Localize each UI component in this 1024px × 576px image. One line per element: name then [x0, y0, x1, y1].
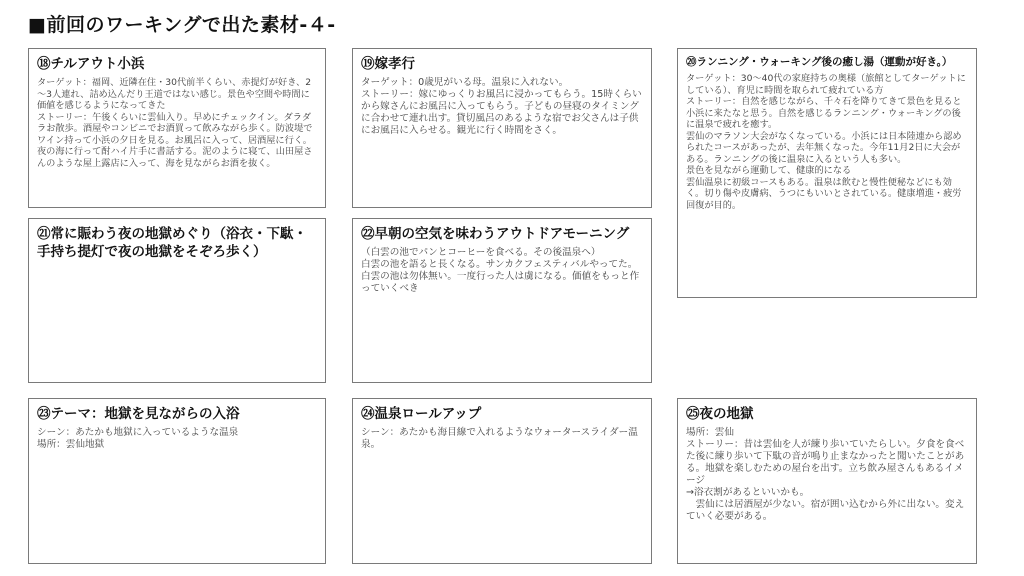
- card-title: ㉕夜の地獄: [686, 406, 754, 422]
- card-19-yome-koko: [352, 48, 652, 208]
- card-body: ターゲット：30～40代の家庭持ちの奥様（旅館としてターゲットにしている）、育児に時間を取られて疲れている方 ストーリー：自然を感じながら、千々石を降りてきて景色を見ると小浜に来たなと思う。自然を感じるランニング・ウォーキングの後に温泉で疲れを癒す。 雲仙のマラソン大会がなくなっている。小浜には日本陸連から認められたコースがあったが、去年無くなった。今年11月2日に大会がある。ランニングの後に温泉に入るという人も多い。 景色を見ながら運動して、健康的になる 雲仙温泉に初級コースもある。温泉は飲むと慢性便秘などにも効く。切り傷や皮膚病、うつにもいいとされている。健康増進・疲労回復が目的。: [686, 73, 966, 211]
- card-22-outdoor-morning: [352, 218, 652, 383]
- page-title: ■前回のワーキングで出た素材-４-: [28, 14, 336, 36]
- card-title: ⑲嫁孝行: [361, 56, 415, 72]
- card-18-chillout-obama: [28, 48, 326, 208]
- card-body: シーン：あたかも地獄に入っているような温泉 場所：雲仙地獄: [37, 427, 239, 450]
- card-title: ㉑常に賑わう夜の地獄めぐり（浴衣・下駄・手持ち提灯で夜の地獄をそぞろ歩く）: [37, 226, 307, 260]
- card-body: シーン：あたかも海目線で入れるようなウォータースライダー温泉。: [361, 427, 638, 450]
- card-title: ㉒早朝の空気を味わうアウトドアモーニング: [361, 226, 630, 242]
- card-25-night-jigoku: [677, 398, 977, 564]
- card-title: ㉓テーマ：地獄を見ながらの入浴: [37, 406, 240, 422]
- card-21-night-jigoku-tour: [28, 218, 326, 383]
- card-body: （白雲の池でパンとコーヒーを食べる。その後温泉へ） 白雲の池を語ると長くなる。サンカクフェスティバルやってた。白雲の池は勿体無い。一度行った人は虜になる。価値をもっと作っていくべき: [361, 247, 640, 294]
- card-23-jigoku-bath: [28, 398, 326, 564]
- card-title: ⑳ランニング・ウォーキング後の癒し湯（運動が好き。）: [686, 56, 953, 68]
- card-20-running-walking-onsen: [677, 48, 977, 298]
- card-24-onsen-rollup: [352, 398, 652, 564]
- card-body: ターゲット：0歳児がいる母。温泉に入れない。 ストーリー：嫁にゆっくりお風呂に浸かってもらう。15時くらいから嫁さんにお風呂に入ってもらう。子どもの昼寝のタイミングに合わせて連れ出す。貸切風呂のあるような宿でお父さんは子供にお風呂に入らせる。観光に行く時間をさく。: [361, 77, 642, 136]
- card-title: ⑱チルアウト小浜: [37, 56, 145, 72]
- card-title: ㉔温泉ロールアップ: [361, 406, 482, 422]
- card-body: 場所：雲仙 ストーリー：昔は雲仙を人が練り歩いていたらしい。夕食を食べた後に練り歩いて下駄の音が鳴り止まなかったと聞いたことがある。地獄を楽しむための屋台を出す。立ち飲み屋さんもあるイメージ →浴衣割があるといいかも。 雲仙には居酒屋が少ない。宿が囲い込むから外に出ない。変えていく必要がある。: [686, 427, 965, 522]
- card-body: ターゲット：福岡、近隣在住・30代前半くらい、赤提灯が好き、2～3人連れ、詰め込んだり王道ではない感じ。景色や空間や時間に価値を感じるようになってきた ストーリー：午後くらいに雲仙入り。早めにチェックイン。ダラダラお散歩。酒屋やコンビニでお酒買って飲みながら歩く。防波堤でワイン持って小浜の夕日を見る。お風呂に入って、居酒屋に行く。夜の海に行って酎ハイ片手に書話する。泥のように寝て、山田屋さんのような屋上露店に入って、海を見ながらお酒を抜く。: [37, 77, 313, 169]
